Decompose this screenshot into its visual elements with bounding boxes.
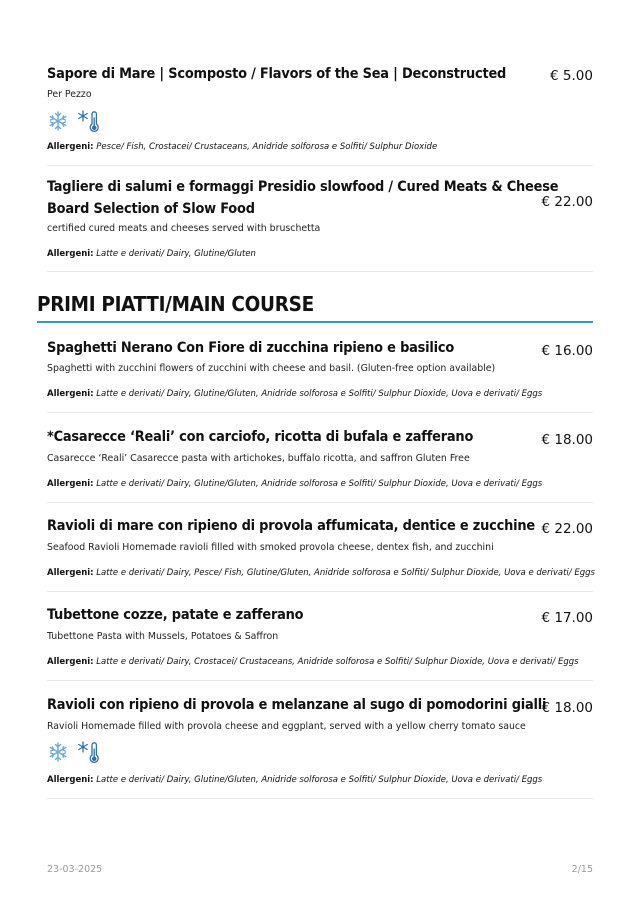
frozen-icon [47, 110, 69, 132]
item-name: Sapore di Mare | Scomposto / Flavors of the Sea | Deconstructed [47, 66, 507, 82]
item-description: Casarecce ‘Reali’ Casarecce pasta with artichokes, buffalo ricotta, and saffron Gluten Free [47, 453, 470, 464]
allergens-list: Latte e derivati/ Dairy, Glutine/Gluten [96, 249, 256, 259]
item-price: € 22.00 [541, 521, 593, 537]
allergens-label: Allergeni: [47, 142, 94, 152]
allergens-list: Latte e derivati/ Dairy, Glutine/Gluten, Anidride solforosa e Solfiti/ Sulphur Dioxide, Uova e derivati/ Eggs [96, 775, 543, 785]
temperature-icon [77, 740, 99, 764]
item-allergens [47, 389, 542, 399]
item-description: Ravioli Homemade filled with provola cheese and eggplant, served with a yellow cherry tomato sauce [47, 721, 526, 732]
item-icons [47, 740, 99, 764]
item-allergens [47, 142, 437, 152]
item-description: Per Pezzo [47, 89, 92, 100]
item-icons [47, 109, 99, 133]
allergens-label: Allergeni: [47, 657, 94, 667]
allergens-list: Latte e derivati/ Dairy, Pesce/ Fish, Glutine/Gluten, Anidride solforosa e Solfiti/ Sulphur Dioxide, Uova e derivati/ Eggs [96, 568, 595, 578]
item-description: Seafood Ravioli Homemade ravioli filled with smoked provola cheese, dentex fish, and zucchini [47, 542, 494, 553]
item-description: Tubettone Pasta with Mussels, Potatoes & Saffron [47, 631, 279, 642]
section-divider [37, 321, 593, 323]
allergens-label: Allergeni: [47, 775, 94, 785]
item-name: *Casarecce ‘Reali’ con carciofo, ricotta di bufala e zafferano [47, 429, 474, 445]
footer-date: 23-03-2025 [47, 864, 103, 875]
section-title: PRIMI PIATTI/MAIN COURSE [37, 292, 314, 316]
item-description: Spaghetti with zucchini flowers of zucchini with cheese and basil. (Gluten-free option available) [47, 363, 496, 374]
item-allergens [47, 249, 256, 259]
item-price: € 16.00 [541, 343, 593, 359]
item-price: € 18.00 [541, 432, 593, 448]
item-allergens [47, 775, 542, 785]
allergens-list: Latte e derivati/ Dairy, Crostacei/ Crustaceans, Anidride solforosa e Solfiti/ Sulphur Dioxide, Uova e derivati/ Eggs [96, 657, 579, 667]
allergens-label: Allergeni: [47, 249, 94, 259]
allergens-list: Latte e derivati/ Dairy, Glutine/Gluten, Anidride solforosa e Solfiti/ Sulphur Dioxide, Uova e derivati/ Eggs [96, 479, 543, 489]
item-name: Ravioli di mare con ripieno di provola affumicata, dentice e zucchine [47, 518, 535, 534]
item-price: € 18.00 [541, 700, 593, 716]
allergens-label: Allergeni: [47, 389, 94, 399]
menu-item [47, 514, 593, 592]
item-name-line1: Tagliere di salumi e formaggi Presidio slowfood / Cured Meats & Cheese [47, 179, 559, 195]
item-price: € 5.00 [550, 68, 593, 84]
item-allergens [47, 568, 595, 578]
item-allergens [47, 479, 542, 489]
item-name: Spaghetti Nerano Con Fiore di zucchina ripieno e basilico [47, 340, 455, 356]
allergens-label: Allergeni: [47, 568, 94, 578]
allergens-list: Latte e derivati/ Dairy, Glutine/Gluten, Anidride solforosa e Solfiti/ Sulphur Dioxide, Uova e derivati/ Eggs [96, 389, 543, 399]
item-allergens [47, 657, 579, 667]
item-price: € 17.00 [541, 610, 593, 626]
temperature-icon [77, 109, 99, 133]
menu-item [47, 693, 593, 799]
allergens-label: Allergeni: [47, 479, 94, 489]
menu-item [47, 335, 593, 413]
menu-item [47, 425, 593, 503]
footer-page-number: 2/15 [571, 864, 593, 875]
menu-item [47, 175, 593, 272]
menu-item [47, 60, 593, 166]
item-description: certified cured meats and cheeses served with bruschetta [47, 223, 321, 234]
item-name: Ravioli con ripieno di provola e melanzane al sugo di pomodorini gialli [47, 697, 547, 713]
menu-item [47, 603, 593, 681]
allergens-list: Pesce/ Fish, Crostacei/ Crustaceans, Anidride solforosa e Solfiti/ Sulphur Dioxide [96, 142, 438, 152]
item-name: Tubettone cozze, patate e zafferano [47, 607, 304, 623]
item-price: € 22.00 [541, 194, 593, 210]
frozen-icon [47, 741, 69, 763]
item-name-line2: Board Selection of Slow Food [47, 201, 255, 217]
